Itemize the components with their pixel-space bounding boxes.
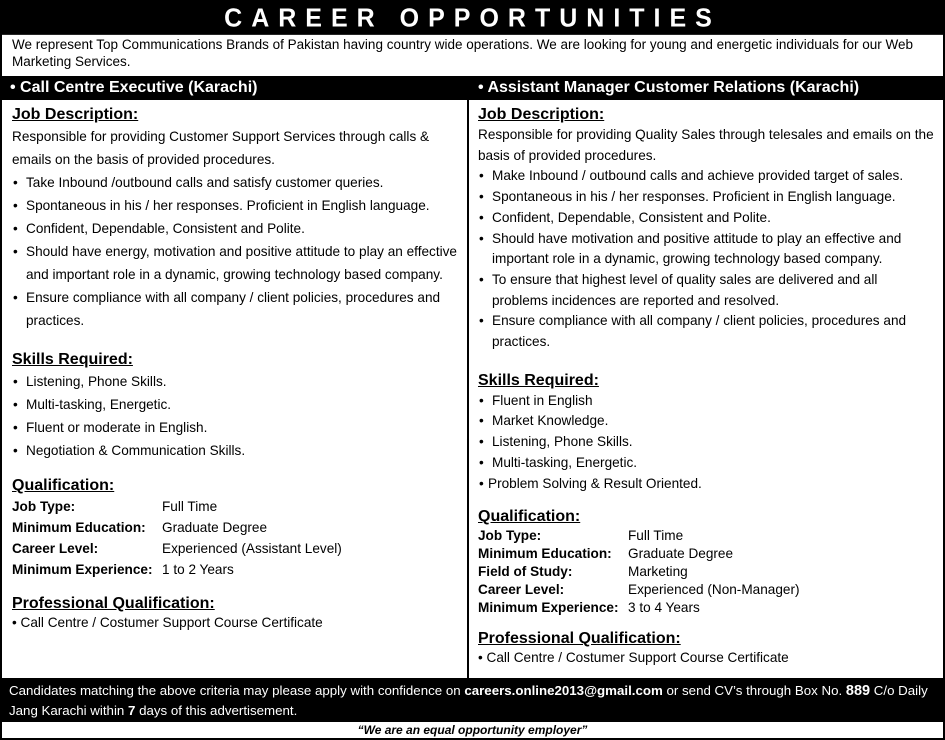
list-item: • Spontaneous in his / her responses. Proficient in English language. [478,187,933,208]
list-item: • Spontaneous in his / her responses. Proficient in English language. [12,194,467,217]
section-heading-qualification: Qualification: [12,477,115,494]
qualification-label: Minimum Education: [12,520,146,535]
job-column-call-centre [2,100,469,678]
list-item: • Multi-tasking, Energetic. [12,393,467,416]
qualification-label: Minimum Experience: [12,562,153,577]
footer-text: days of this advertisement. [135,703,298,718]
footer-text: or send CV’s through Box No. [662,683,846,698]
section-heading-job-description: Job Description: [478,106,605,123]
equal-opportunity-note: “We are an equal opportunity employer” [357,723,588,737]
qualification-row [478,581,943,599]
professional-qualification-text: • Call Centre / Costumer Support Course Certificate [478,650,789,666]
list-item: • Ensure compliance with all company / client policies, procedures and practices. [12,286,467,332]
list-item: • Multi-tasking, Energetic. [478,453,933,474]
qualification-row [12,517,467,538]
list-item: • Confident, Dependable, Consistent and Polite. [12,217,467,240]
qualification-row [478,563,943,581]
section-heading-skills: Skills Required: [478,371,599,389]
list-item: • Fluent in English [478,391,933,412]
section-heading-professional-qualification: Professional Qualification: [478,630,681,648]
qualification-row [12,538,467,559]
qualification-value: Marketing [628,564,688,580]
page-title: CAREER OPPORTUNITIES [0,0,945,35]
intro-text: We represent Top Communications Brands of Pakistan having country wide operations. We are looking for young and energetic individuals for our Web Marketing Services. [12,37,913,69]
list-item: • Take Inbound /outbound calls and satisfy customer queries. [12,171,467,194]
list-item: • Should have energy, motivation and positive attitude to play an effective and important role in a dynamic, growing technology based company. [12,240,467,286]
qualification-value: Experienced (Non-Manager) [628,582,800,598]
list-item: • Should have motivation and positive attitude to play an effective and important role in a dynamic, growing technology based company. [478,229,933,270]
job-description-text: Responsible for providing Customer Support Services through calls & emails on the basis of provided procedures. [12,129,430,167]
qualification-value: Full Time [628,528,684,544]
qualification-label: Career Level: [478,582,565,598]
list-item: • Make Inbound / outbound calls and achieve provided target of sales. [478,166,933,187]
section-heading-qualification: Qualification: [478,508,581,526]
list-item: • Fluent or moderate in English. [12,416,467,439]
job-title-left: • Call Centre Executive (Karachi) [10,79,258,96]
qualification-value: Graduate Degree [628,546,734,562]
list-item: • Problem Solving & Result Oriented. [478,474,933,495]
footer-text: Candidates matching the above criteria may please apply with confidence on [9,683,465,698]
section-heading-job-description: Job Description: [12,106,139,123]
days-count: 7 [128,703,136,718]
qualification-value: Graduate Degree [162,520,268,535]
apply-instructions [0,678,945,722]
list-item: • Listening, Phone Skills. [12,370,467,393]
section-heading-skills: Skills Required: [12,351,133,368]
job-description-text: Responsible for providing Quality Sales through telesales and emails on the basis of provided procedures. [478,127,934,163]
qualification-value: 1 to 2 Years [162,562,234,577]
footer-text: C/o Daily Jang Karachi within [9,683,928,718]
qualification-value: Experienced (Assistant Level) [162,541,342,556]
qualification-label: Job Type: [12,499,76,514]
qualification-row [12,559,467,580]
qualification-label: Field of Study: [478,564,573,580]
qualification-value: 3 to 4 Years [628,600,700,616]
qualification-row [478,527,943,545]
apply-email-link[interactable]: careers.online2013@gmail.com [464,683,663,698]
qualification-row [478,599,943,617]
list-item: • Ensure compliance with all company / client policies, procedures and practices. [478,311,933,352]
qualification-label: Minimum Education: [478,546,612,562]
section-heading-professional-qualification: Professional Qualification: [12,595,215,612]
list-item: • Listening, Phone Skills. [478,432,933,453]
qualification-label: Minimum Experience: [478,600,619,616]
job-column-assistant-manager [469,100,943,678]
qualification-label: Job Type: [478,528,542,544]
professional-qualification-text: • Call Centre / Costumer Support Course Certificate [12,615,323,630]
qualification-label: Career Level: [12,541,99,556]
list-item: • To ensure that highest level of quality sales are delivered and all problems incidences are reported and resolved. [478,270,933,311]
list-item: • Market Knowledge. [478,411,933,432]
job-title-right: • Assistant Manager Customer Relations (Karachi) [478,79,860,96]
qualification-row [478,545,943,563]
qualification-row [12,496,467,517]
box-number: 889 [845,683,871,699]
list-item: • Negotiation & Communication Skills. [12,439,467,462]
list-item: • Confident, Dependable, Consistent and Polite. [478,208,933,229]
qualification-value: Full Time [162,499,218,514]
job-title-bar [0,76,945,100]
